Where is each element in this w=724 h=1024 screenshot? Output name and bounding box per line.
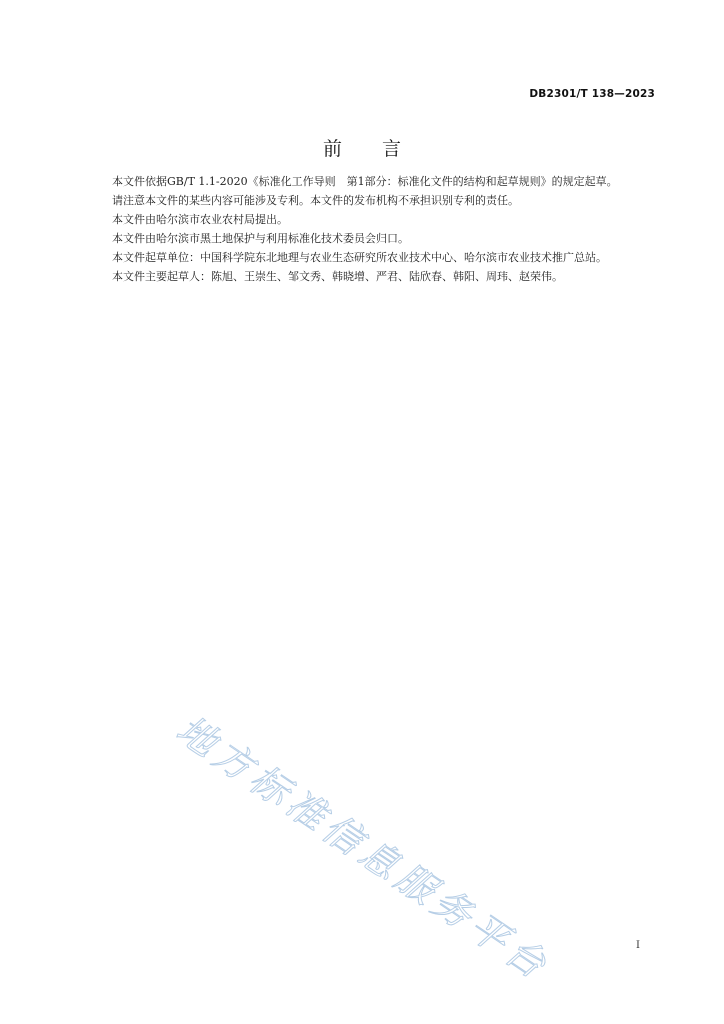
page-title: 前言	[322, 138, 441, 160]
paragraph-drafters: 本文件主要起草人：陈旭、王崇生、邹文秀、韩晓增、严君、陆欣春、韩阳、周玮、赵荣伟。	[112, 270, 563, 283]
paragraph-proposer: 本文件由哈尔滨市农业农村局提出。	[112, 213, 288, 226]
document-code: DB2301/T 138—2023	[529, 88, 655, 100]
page-number: I	[636, 940, 640, 951]
paragraph-patent: 请注意本文件的某些内容可能涉及专利。本文件的发布机构不承担识别专利的责任。	[112, 194, 519, 207]
paragraph-basis: 本文件依据GB/T 1.1-2020《标准化工作导则 第1部分：标准化文件的结构和起草规则》的规定起草。	[112, 175, 618, 188]
watermark: 地方标准信息服务平台	[168, 707, 559, 990]
paragraph-committee: 本文件由哈尔滨市黑土地保护与利用标准化技术委员会归口。	[112, 232, 409, 245]
paragraph-drafting-units: 本文件起草单位：中国科学院东北地理与农业生态研究所农业技术中心、哈尔滨市农业技术推广总站。	[112, 251, 607, 264]
body-text	[87, 172, 659, 286]
